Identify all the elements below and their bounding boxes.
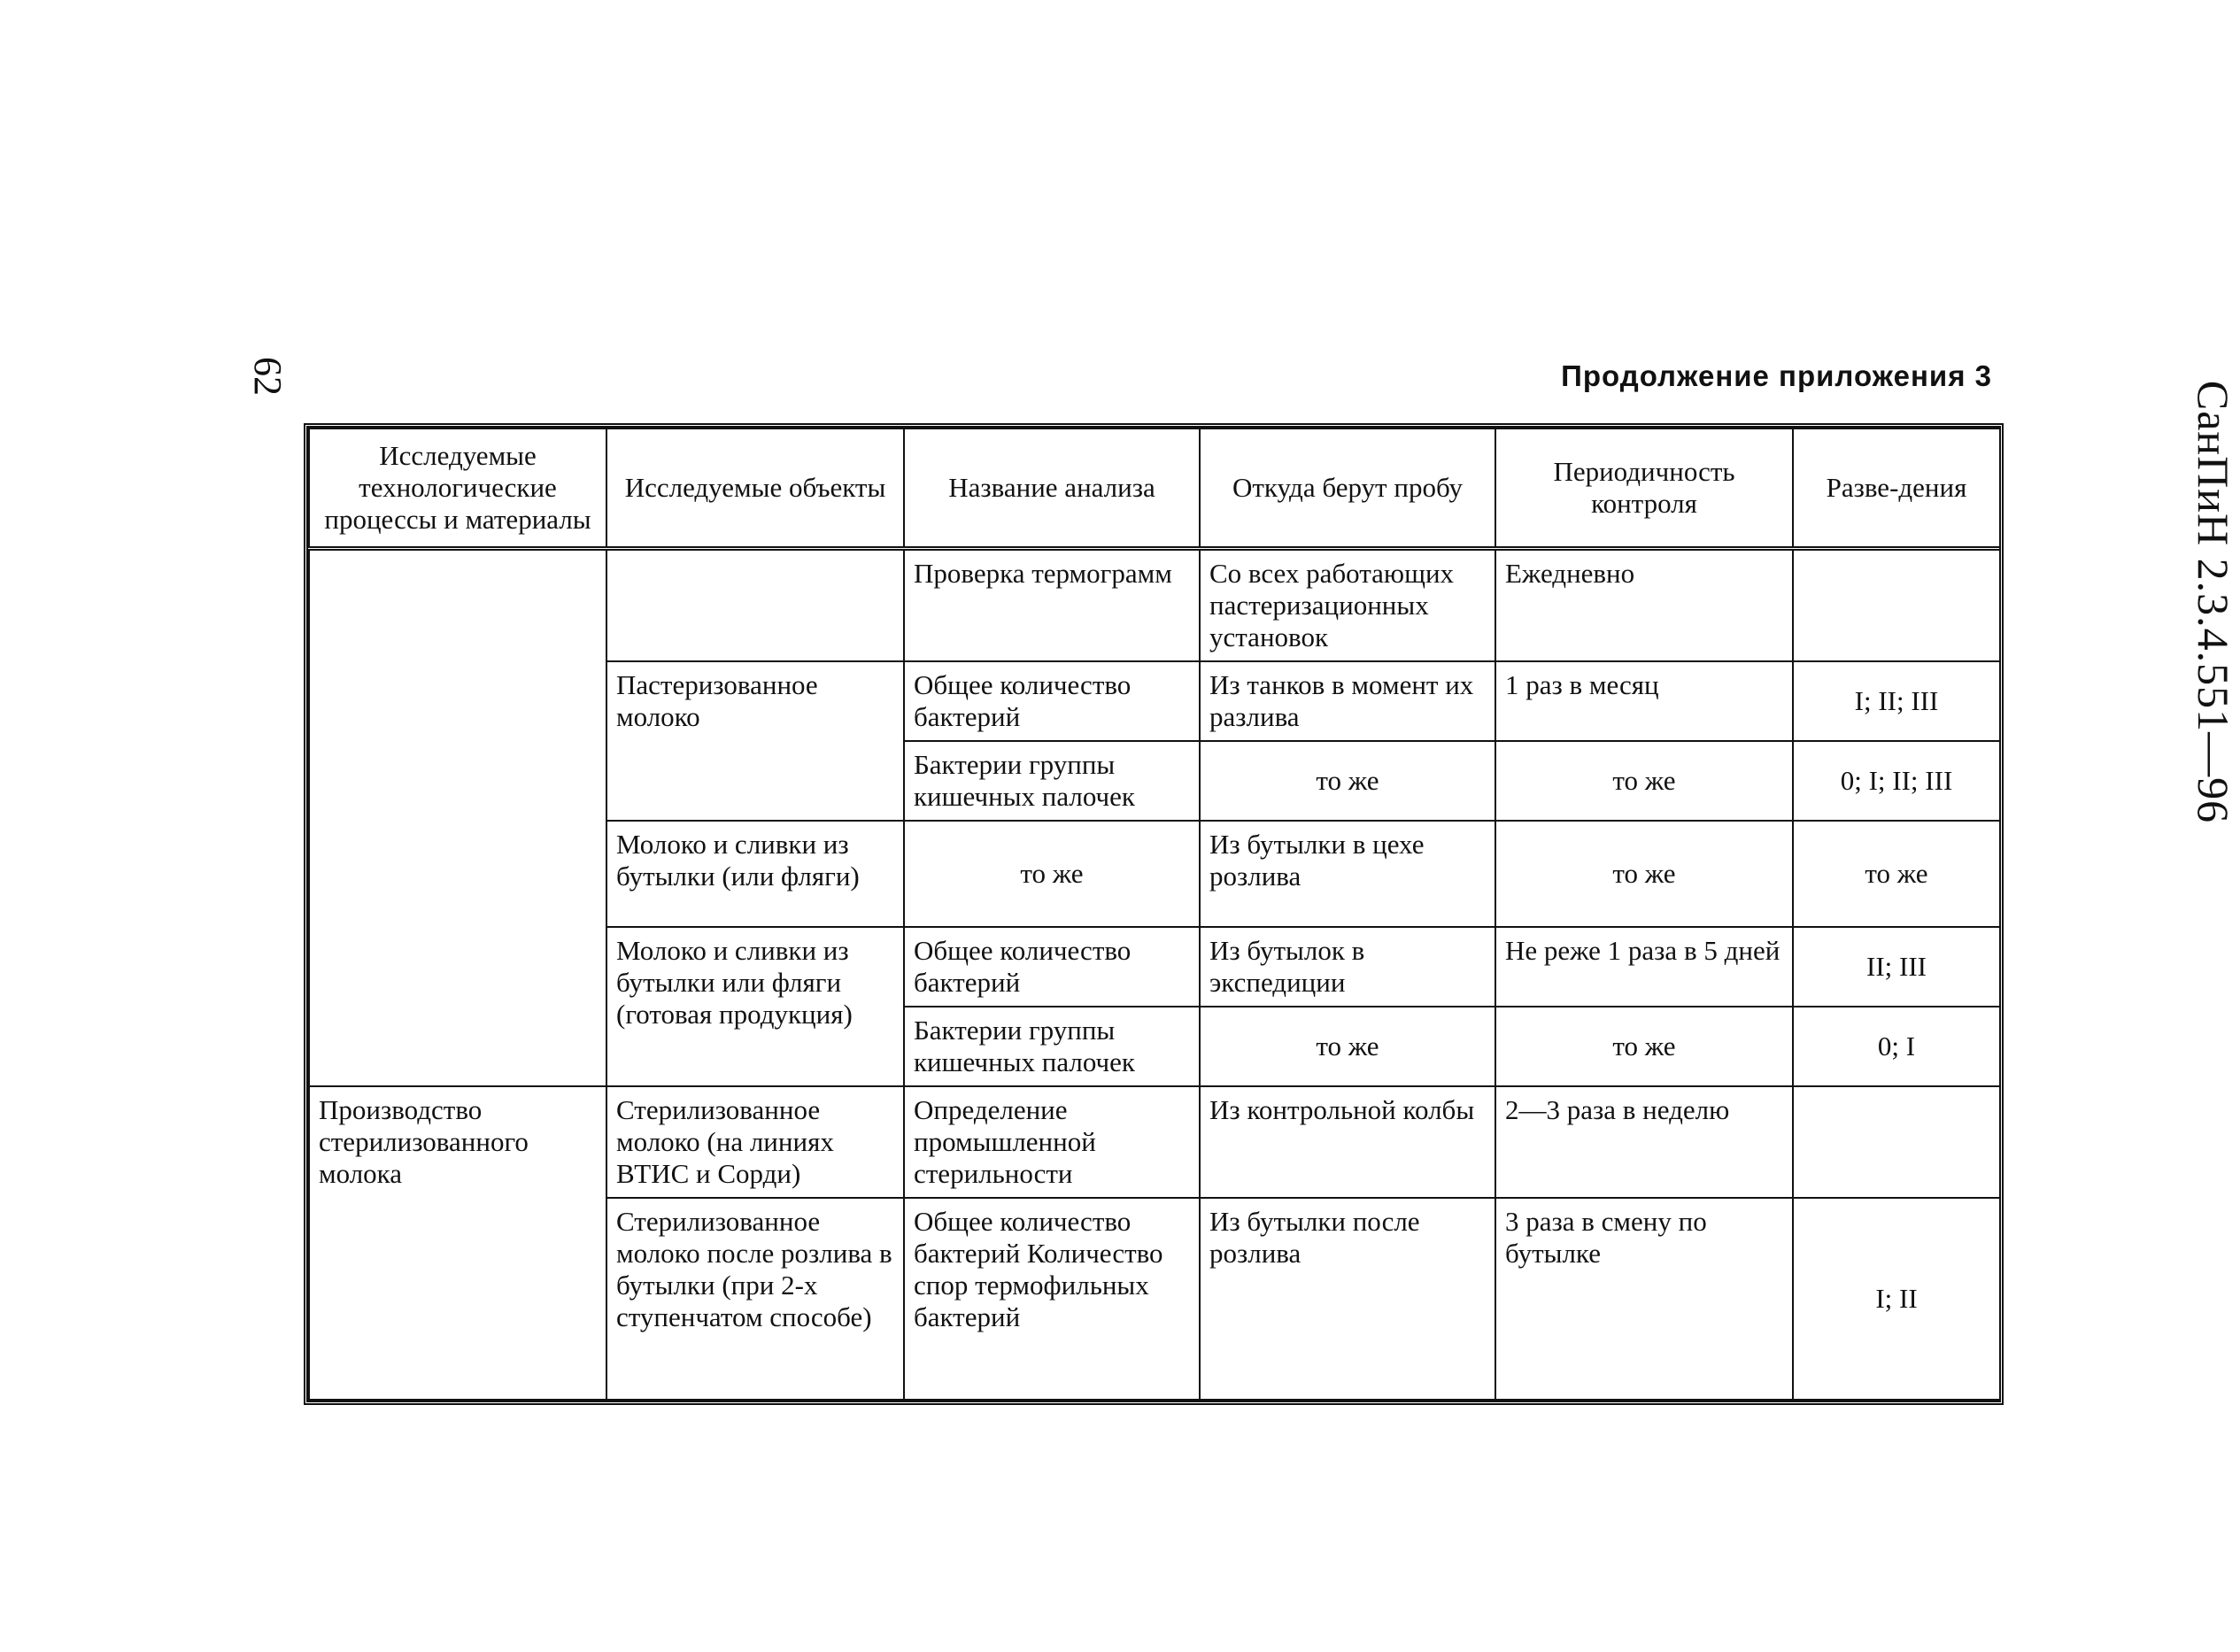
dilution-cell: II; III [1793,927,2000,1007]
analysis-cell: Бактерии группы кишечных палочек [904,1007,1200,1086]
header-analysis-name: Название анализа [904,428,1200,549]
analysis-cell: Общее количество бактерий [904,927,1200,1007]
source-cell: то же [1200,1007,1495,1086]
header-processes: Исследуемые технологические процессы и материалы [309,428,606,549]
period-cell: то же [1495,821,1793,927]
header-sample-source: Откуда берут пробу [1200,428,1495,549]
period-cell: 1 раз в месяц [1495,661,1793,741]
page-number: 62 [246,357,290,396]
dilution-cell: I; II; III [1793,661,2000,741]
header-objects: Исследуемые объекты [606,428,904,549]
source-cell: Из контрольной колбы [1200,1086,1495,1198]
dilution-cell: 0; I; II; III [1793,741,2000,821]
source-cell: Из бутылки после розлива [1200,1198,1495,1400]
object-cell [606,549,904,662]
header-dilutions: Разве-дения [1793,428,2000,549]
analysis-cell: Определение промышленной стерильности [904,1086,1200,1198]
analysis-cell: Проверка термограмм [904,549,1200,662]
source-cell: то же [1200,741,1495,821]
dilution-cell [1793,549,2000,662]
continuation-heading: Продолжение приложения 3 [1561,359,1992,392]
document-code: СанПиН 2.3.4.551—96 [2189,380,2238,824]
period-cell: 3 раза в смену по бутылке [1495,1198,1793,1400]
object-cell: Молоко и сливки из бутылки или фляги (готовая продукция) [606,927,904,1086]
analysis-cell: Общее количество бактерий [904,661,1200,741]
control-table [304,423,2004,1405]
process-cell [309,549,606,1087]
analysis-cell: Общее количество бактерий Количество спор термофильных бактерий [904,1198,1200,1400]
source-cell: Из бутылок в экспедиции [1200,927,1495,1007]
object-cell: Стерилизованное молоко (на линиях ВТИС и Сорди) [606,1086,904,1198]
table-header-row [309,428,2000,549]
analysis-cell: то же [904,821,1200,927]
table-row [309,549,2000,662]
source-cell: Из бутылки в цехе розлива [1200,821,1495,927]
dilution-cell: 0; I [1793,1007,2000,1086]
dilution-cell [1793,1086,2000,1198]
period-cell: то же [1495,1007,1793,1086]
period-cell: 2—3 раза в неделю [1495,1086,1793,1198]
analysis-cell: Бактерии группы кишечных палочек [904,741,1200,821]
object-cell: Молоко и сливки из бутылки (или фляги) [606,821,904,927]
period-cell: то же [1495,741,1793,821]
dilution-cell: I; II [1793,1198,2000,1400]
source-cell: Из танков в момент их разлива [1200,661,1495,741]
header-periodicity: Периодичность контроля [1495,428,1793,549]
dilution-cell: то же [1793,821,2000,927]
table-row [309,1086,2000,1198]
process-cell: Производство стерилизованного молока [309,1086,606,1400]
source-cell: Со всех работающих пастеризационных установок [1200,549,1495,662]
period-cell: Ежедневно [1495,549,1793,662]
period-cell: Не реже 1 раза в 5 дней [1495,927,1793,1007]
object-cell: Стерилизованное молоко после розлива в бутылки (при 2-х ступенчатом способе) [606,1198,904,1400]
object-cell: Пастеризованное молоко [606,661,904,821]
